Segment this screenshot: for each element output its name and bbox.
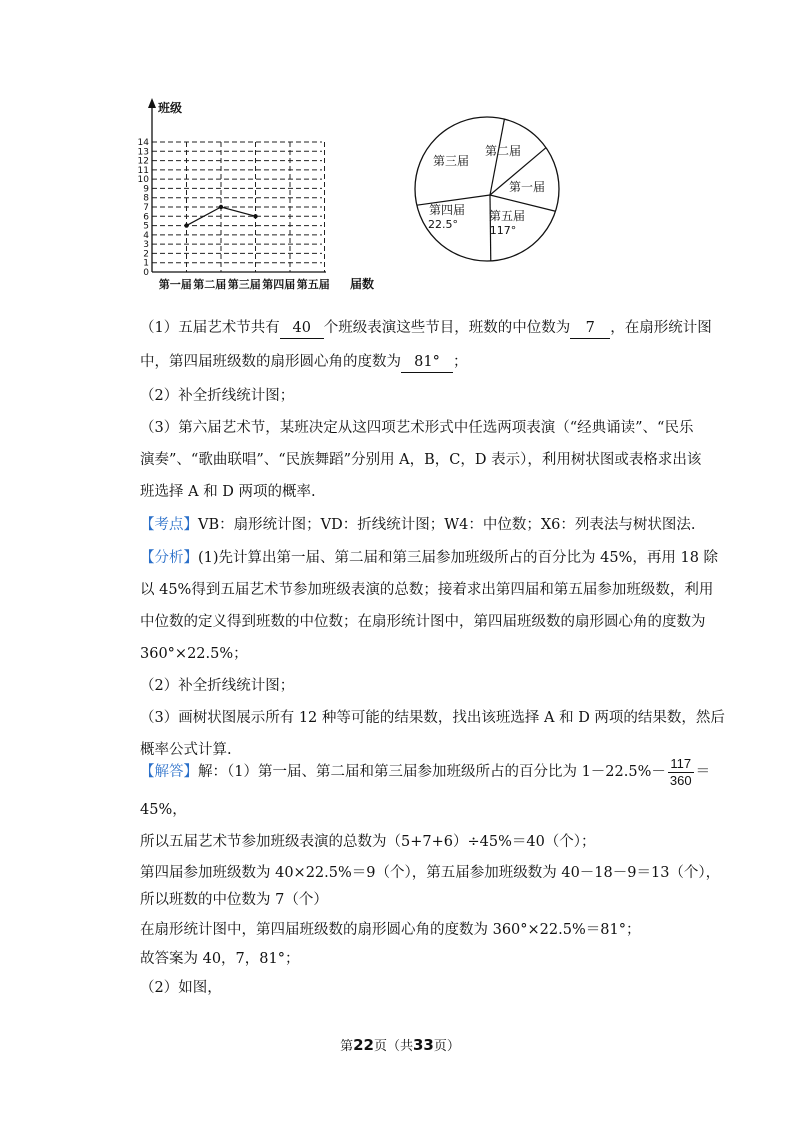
- question-1-line-1: （1）五届艺术节共有 40 个班级表演这些节目，班数的中位数为 7 ，在扇形统计图: [140, 318, 712, 339]
- kaodian-tag: 【考点】: [140, 517, 198, 533]
- pie-slice-label: 第二届: [484, 144, 522, 158]
- y-tick-label: 5: [143, 221, 149, 232]
- answer-blank-angle: 81°: [401, 352, 453, 373]
- x-axis-label: 届数: [349, 277, 375, 291]
- pie-chart: [415, 117, 559, 261]
- fenxi-line-7: 概率公式计算.: [140, 742, 232, 758]
- y-tick-label: 3: [143, 240, 149, 251]
- jieda-line-7: 故答案为 40，7，81°；: [140, 951, 300, 967]
- question-1-line-2: 中，第四届班级数的扇形圆心角的度数为 81° ；: [140, 352, 468, 373]
- pie-slice-label: 第三届: [432, 154, 470, 168]
- figure-svg: [130, 92, 690, 302]
- question-3-line-2: 演奏”、“歌曲联唱”、“民族舞蹈”分别用 A，B，C，D 表示），利用树状图或表格求出该: [140, 452, 702, 468]
- x-category-label: 第四届: [262, 278, 296, 291]
- pie-slice-label: 第五届: [488, 209, 526, 223]
- fraction: $\frac{117}{360}$: [669, 755, 692, 788]
- fenxi-line-1: 【分析】(1)先计算出第一届、第二届和第三届参加班级所占的百分比为 45%，再用 18 除: [140, 550, 719, 566]
- y-tick-label: 7: [143, 203, 149, 213]
- y-tick-label: 6: [143, 212, 149, 223]
- x-category-label: 第一届: [158, 278, 192, 291]
- jieda-line-2: 45%，: [140, 802, 187, 818]
- jieda-line-3: 所以五届艺术节参加班级表演的总数为（5+7+6）÷45%＝40（个）；: [140, 834, 596, 850]
- y-tick-label: 12: [137, 156, 149, 167]
- y-tick-label: 13: [137, 147, 149, 158]
- data-point: [253, 214, 257, 218]
- jieda-line-5: 所以班数的中位数为 7（个）: [140, 892, 328, 908]
- y-tick-label: 4: [143, 230, 149, 241]
- y-tick-label: 1: [143, 258, 149, 269]
- y-tick-label: 2: [143, 249, 149, 260]
- line-chart: [138, 98, 374, 291]
- y-axis-label: 班级: [158, 101, 183, 115]
- y-tick-label: 0: [143, 268, 149, 278]
- jieda-tag: 【解答】: [140, 764, 198, 780]
- pie-slice-label: 第一届: [508, 180, 546, 194]
- y-tick-label: 9: [143, 184, 149, 195]
- fenxi-line-3: 中位数的定义得到班数的中位数；在扇形统计图中，第四届班级数的扇形圆心角的度数为: [140, 614, 706, 630]
- page-footer: 第22页（共33页）: [340, 1036, 460, 1054]
- pie-slice-label: 第四届: [428, 203, 466, 217]
- y-tick-label: 14: [137, 138, 149, 148]
- fenxi-line-2: 以 45%得到五届艺术节参加班级表演的总数；接着求出第四届和第五届参加班级数，利用: [140, 582, 714, 598]
- x-category-label: 第二届: [193, 278, 227, 291]
- answer-blank-total: 40: [280, 318, 324, 339]
- fenxi-line-4: 360°×22.5%；: [140, 646, 248, 662]
- y-tick-label: 8: [143, 193, 149, 204]
- question-3-line-3: 班选择 A 和 D 两项的概率.: [140, 484, 316, 500]
- jieda-line-8: （2）如图，: [140, 980, 222, 996]
- data-point: [219, 205, 223, 209]
- jieda-line-1: 【解答】解：（1）第一届、第二届和第三届参加班级所占的百分比为 1－22.5%－ $\frac{117}{360}$ ＝: [140, 755, 711, 788]
- pie-slice-value: 22.5°: [428, 218, 458, 231]
- data-point: [184, 223, 188, 227]
- kaodian-line: 【考点】VB：扇形统计图；VD：折线统计图；W4：中位数；X6：列表法与树状图法.: [140, 517, 696, 533]
- fenxi-line-6: （3）画树状图展示所有 12 种等可能的结果数，找出该班选择 A 和 D 两项的结果数，然后: [140, 710, 725, 726]
- y-axis-arrow: [148, 98, 156, 108]
- jieda-line-4: 第四届参加班级数为 40×22.5%＝9（个），第五届参加班级数为 40－18－9＝13（个），: [140, 865, 721, 881]
- fenxi-line-5: （2）补全折线统计图；: [140, 678, 295, 694]
- x-category-label: 第三届: [227, 278, 261, 291]
- answer-blank-median: 7: [570, 318, 610, 339]
- jieda-line-6: 在扇形统计图中，第四届班级数的扇形圆心角的度数为 360°×22.5%＝81°；: [140, 922, 641, 938]
- figure: [130, 92, 690, 302]
- y-tick-label: 10: [137, 175, 149, 186]
- page-number: 22: [353, 1036, 374, 1054]
- pie-slice-value: 117°: [489, 224, 517, 237]
- question-3-line-1: （3）第六届艺术节，某班决定从这四项艺术形式中任选两项表演（“经典诵读”、“民乐: [140, 420, 694, 436]
- y-tick-label: 11: [137, 165, 149, 176]
- question-2: （2）补全折线统计图；: [140, 388, 295, 404]
- total-pages: 33: [413, 1036, 434, 1054]
- x-category-label: 第五届: [296, 278, 330, 291]
- fenxi-tag: 【分析】: [140, 550, 198, 566]
